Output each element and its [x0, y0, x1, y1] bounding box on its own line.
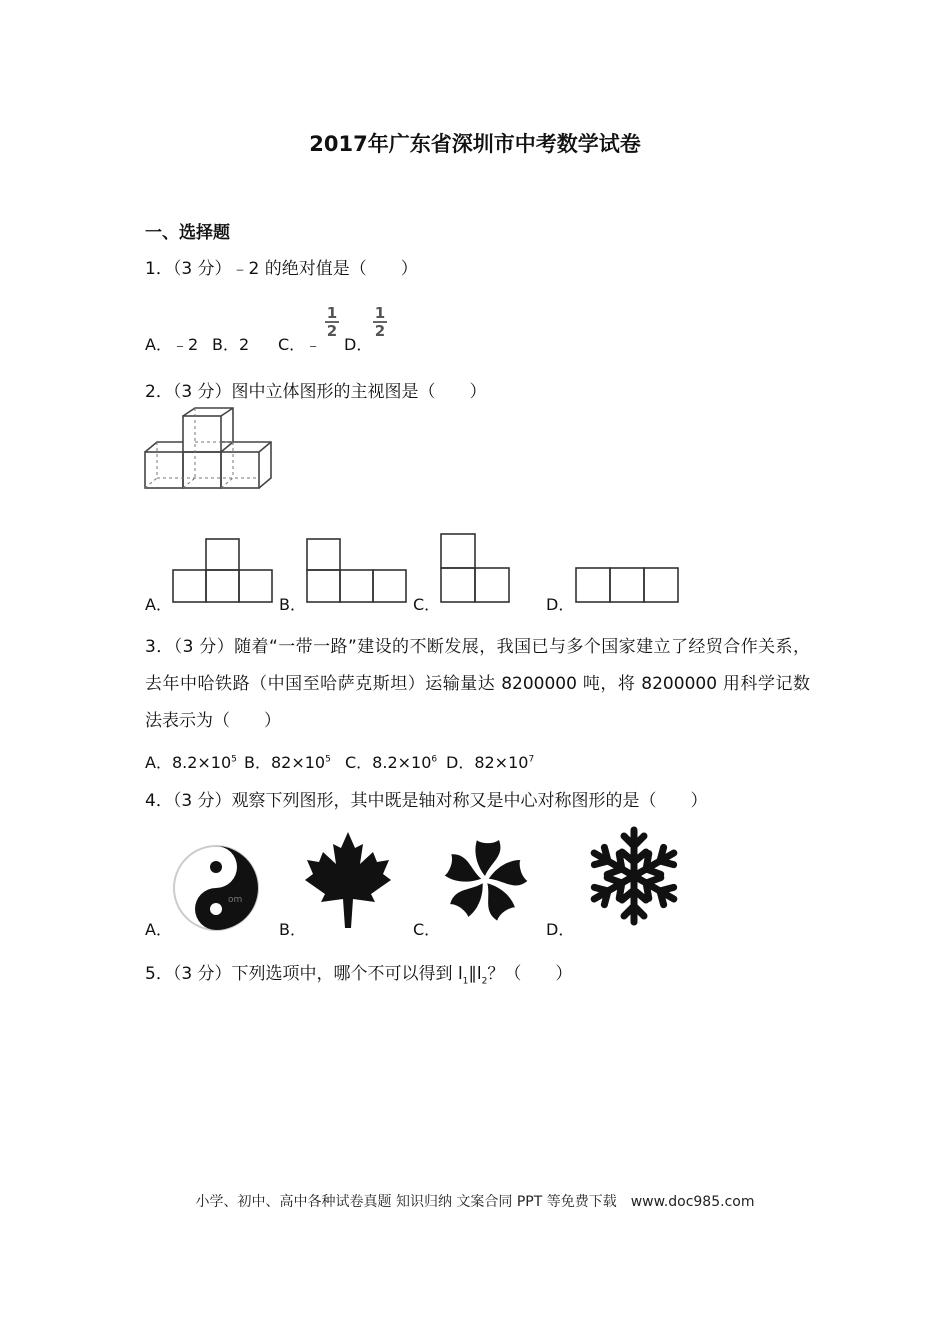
question-1-stem: 1．（3 分）﹣2 的绝对值是（ ）	[145, 259, 418, 279]
question-5-stem	[145, 959, 572, 986]
q2-option-d-figure	[575, 567, 679, 605]
q5-stem-prefix: 5．（3 分）下列选项中，哪个不可以得到 l	[145, 964, 463, 984]
q1-option-d: D．	[344, 335, 373, 354]
q3-option-d-exponent: 7	[528, 754, 535, 765]
question-4-stem: 4．（3 分）观察下列图形，其中既是轴对称又是中心对称图形的是（ ）	[145, 791, 708, 811]
q5-subscript-2: 2	[481, 976, 488, 987]
q4-option-a: A．	[145, 920, 172, 939]
q3-option-b	[244, 750, 331, 773]
q4-watermark: om	[228, 895, 243, 905]
q3-option-c	[345, 750, 437, 773]
q5-parallel: ∥l	[468, 964, 482, 984]
question-2-stem: 2．（3 分）图中立体图形的主视图是（ ）	[145, 382, 487, 402]
q2-option-a: A．	[145, 595, 172, 614]
q3-option-b-text: B．82×10	[244, 753, 326, 772]
q4-option-c: C．	[413, 920, 441, 939]
q3-option-d-text: D．82×10	[446, 753, 529, 772]
q3-option-a-text: A．8.2×10	[145, 753, 232, 772]
q5-subscript-1: 1	[462, 976, 469, 987]
page-footer: 小学、初中、高中各种试卷真题 知识归纳 文案合同 PPT 等免费下载 www.doc985.com	[195, 1194, 755, 1210]
q2-option-d: D．	[546, 595, 575, 614]
snowflake-icon	[580, 826, 688, 926]
fraction-numerator: 1	[374, 304, 386, 322]
q2-option-b-figure	[306, 538, 408, 604]
fraction-denominator: 2	[326, 322, 338, 340]
maple-leaf-icon	[305, 832, 391, 930]
q3-option-c-text: C．8.2×10	[345, 753, 432, 772]
q3-option-a	[145, 750, 237, 773]
q1-option-c: C．﹣	[278, 335, 322, 354]
q3-option-b-exponent: 5	[325, 754, 331, 765]
q3-option-d	[446, 750, 534, 773]
q1-option-b: B．2	[212, 335, 250, 354]
q1-fraction-c	[325, 305, 339, 339]
question-3-stem: 3．（3 分）随着“一带一路”建设的不断发展，我国已与多个国家建立了经贸合作关系，去年中哈铁路（中国至哈萨克斯坦）运输量达 8200000 吨，将 8200000 用科学记数法表示为（ ）	[145, 637, 810, 731]
section-heading: 一、选择题	[145, 223, 230, 243]
q5-stem-suffix: ？（ ）	[487, 964, 573, 984]
q4-option-b: B．	[279, 920, 306, 939]
q1-option-a: A．﹣2	[145, 335, 199, 354]
yin-yang-icon	[172, 844, 260, 932]
q4-option-d: D．	[546, 920, 575, 939]
fraction-numerator: 1	[326, 304, 338, 322]
q2-option-c: C．	[413, 595, 441, 614]
q2-option-c-figure	[440, 533, 512, 605]
q3-option-a-exponent: 5	[231, 754, 237, 765]
page-title: 2017年广东省深圳市中考数学试卷	[309, 132, 641, 156]
q3-option-c-exponent: 6	[431, 754, 438, 765]
q1-fraction-d	[373, 305, 387, 339]
fraction-denominator: 2	[374, 322, 386, 340]
bauhinia-flower-icon	[440, 835, 530, 925]
q2-option-b: B．	[279, 595, 306, 614]
q2-option-a-figure	[172, 538, 274, 604]
solid-figure-image	[143, 408, 273, 490]
